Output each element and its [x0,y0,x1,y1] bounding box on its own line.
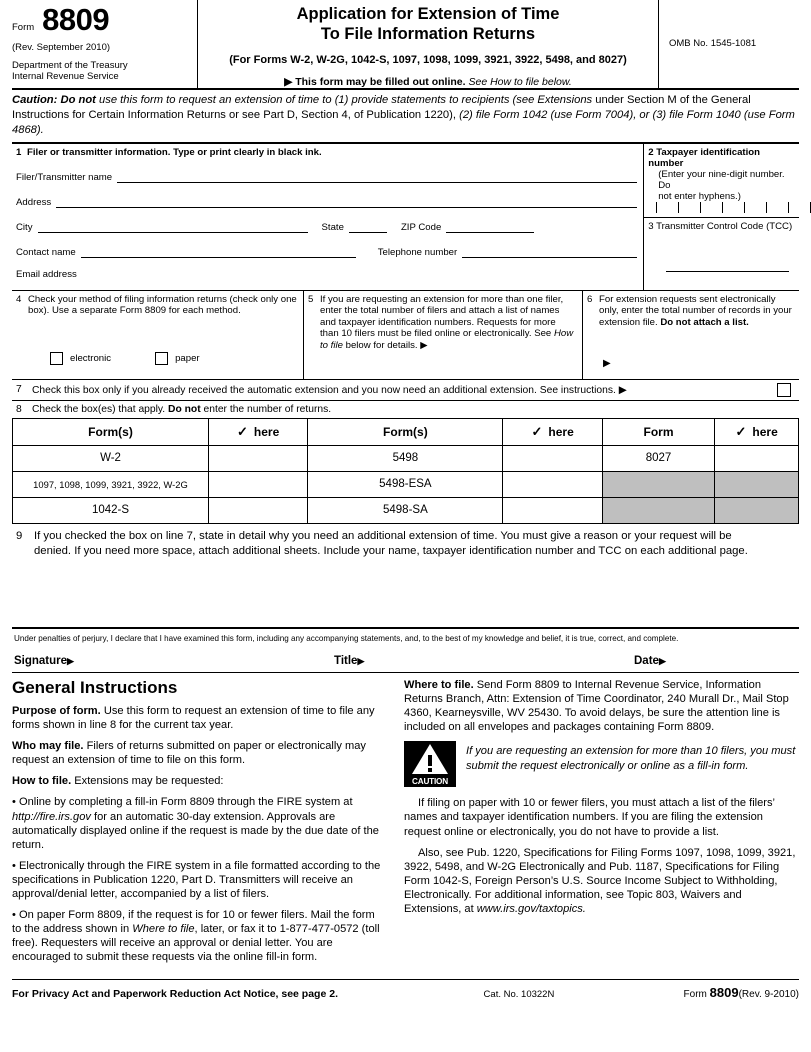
table-row [13,471,799,497]
title-field[interactable] [334,655,634,667]
line-6-number: 6 [587,293,593,305]
label-city: City [16,221,33,233]
box-5-number-of-filers [304,291,583,379]
general-instructions [12,673,799,971]
line-8-text-2: enter the number of returns. [200,403,332,415]
where-to-file-text: Send Form 8809 to Internal Revenue Service, Information Returns Branch, Attn: Extension of Time Coordinator, 240 Murall Dr., Mail Stop 4360, Kearneysville, WV 25430. To avoid delays, be sure the attention line is included on all envelopes and packages containing Form 8809. [404,679,789,734]
form-header [12,0,799,90]
checkbox-cell-w2[interactable] [209,445,308,471]
page-footer [12,980,799,1000]
signature-label: Signature [14,655,68,668]
line-4-text-block [16,294,298,317]
line-8-row [12,401,799,418]
column-header-forms-2: Form(s) [308,418,503,445]
input-address[interactable] [56,194,637,208]
field-city-state-zip [16,219,637,233]
input-city[interactable] [38,219,308,233]
label-state: State [321,221,344,233]
input-tcc[interactable] [666,271,789,272]
signature-field[interactable] [14,655,334,667]
column-header-forms-1: Form(s) [13,418,209,445]
publications-paragraph [404,846,799,916]
publications-text: Also, see Pub. 1220, Specifications for Filing Forms 1097, 1098, 1099, 3921, 3922, 5498, and W-2G Electronically and Pub. 1187, Specifications for Filing Form 1042-S, Foreign Person’s U.S. Source Income Subject to Withholding, Electronically. For additional information, see Topic 803, Waivers and Extensions, at [404,846,796,915]
form-cell-5498-esa: 5498-ESA [308,471,503,497]
right-arrow-icon: ▶ [357,656,365,667]
department-line-1: Department of the Treasury [12,60,128,71]
title-label: Title [334,655,358,668]
bullet-online [12,795,386,851]
checkbox-cell-1042-s[interactable] [209,497,308,523]
who-may-file-paragraph [12,739,386,767]
form-cell-1042-s: 1042-S [13,497,209,523]
instructions-right-column [404,678,799,971]
input-filer-name[interactable] [117,169,637,183]
right-arrow-icon: ▶ [67,656,74,667]
how-to-file-text: Extensions may be requested: [71,775,224,788]
instructions-heading: General Instructions [12,678,178,698]
input-state[interactable] [349,219,387,233]
caution-figure-text: If you are requesting an extension for more than 10 filers, you must submit the request electronically or online as a fill-in form. [466,745,796,772]
caution-italic-2: (2) file Form 1042 (use Form 7004), or (3) file Form 1040 (use Form 4868). [12,108,795,136]
department-line-2: Internal Revenue Service [12,71,119,83]
column-header-check-1 [209,418,308,445]
form-number: 8809 [42,2,110,37]
line-5-number: 5 [308,293,314,305]
line-9-text: If you checked the box on line 7, state in detail why you need an additional extension of time. You must give a reason or your request will be denied. If you need more space, attach additional sheets. Include your name, taxpayer identification number and TCC on each additional page. [34,529,748,557]
bullet-online-text-1: • Online by completing a fill-in Form 8809 through the FIRE system at [12,796,353,809]
shaded-cell [602,471,715,497]
header-left-identity [12,0,198,88]
box-3-transmitter-control-code [644,218,799,290]
purpose-of-form-label: Purpose of form. [12,705,101,718]
caution-text-2: under Section M of the General Instructions for Certain Information Returns or see Part D, Section 4, of Publication 1220), [12,94,751,121]
date-field[interactable] [634,655,797,667]
caution-italic-extensions: Extensions [537,94,593,106]
right-arrow-icon: ▶ [284,75,293,88]
checkbox-electronic[interactable] [50,352,63,365]
shaded-cell [715,471,799,497]
form-cell-5498: 5498 [308,445,503,471]
checkbox-cell-5498[interactable] [503,445,602,471]
checkbox-additional-extension[interactable] [777,383,791,397]
input-zip[interactable] [446,219,534,233]
caution-notice [12,90,799,144]
shaded-cell [602,497,715,523]
checkbox-cell-5498-sa[interactable] [503,497,602,523]
caution-icon-label: CAUTION [412,777,448,787]
check-mark-icon: ✓ [531,423,543,439]
taxtopics-url: www.irs.gov/taxtopics. [476,902,586,915]
paper-filing-paragraph: If filing on paper with 10 or fewer filers, you must attach a list of the filers’ names and taxpayer identification numbers. If you are filing the extension request online or electronically, you do not have to provide a list. [404,797,775,838]
form-subtitle: (For Forms W-2, W-2G, 1042-S, 1097, 1098, 1099, 3921, 3922, 5498, and 8027) [229,53,627,66]
shaded-cell [715,497,799,523]
line-8-text [32,404,331,415]
label-filer-name: Filer/Transmitter name [16,171,113,183]
form-revision-date: (Rev. September 2010) [12,42,111,53]
line-3-heading-text: Transmitter Control Code (TCC) [656,220,793,232]
table-header-row [13,418,799,445]
perjury-statement: Under penalties of perjury, I declare that I have examined this form, including any accompanying statements, and, to the best of my knowledge and belief, it is true, correct, and complete. [14,634,679,644]
label-contact-name: Contact name [16,246,76,258]
purpose-of-form-paragraph [12,704,386,732]
line-6-text-block [587,294,794,329]
instructions-left-column [12,678,404,971]
line-2-heading-text: Taxpayer identification number [648,146,761,169]
form-title-line-1: Application for Extension of Time [296,5,560,23]
line-2-sub-1: (Enter your nine-digit number. Do [658,168,785,191]
column-header-form-3: Form [602,418,715,445]
caution-triangle-icon [404,741,456,787]
form-cell-5498-sa: 5498-SA [308,497,503,523]
checkbox-cell-8027[interactable] [715,445,799,471]
line-5-italic: How to file [320,328,574,351]
fire-system-url: http://fire.irs.gov [12,810,91,823]
column-header-check-label-3: here [752,424,778,439]
line-8-text-1: Check the box(es) that apply. [32,403,169,415]
label-email: Email address [16,268,77,280]
footer-form-word: Form [683,989,707,1001]
line-2-heading [648,147,793,169]
line-7-number: 7 [16,384,22,396]
footer-form-number: 8809 [709,985,739,1001]
column-header-check-label-2: here [548,424,574,439]
line-8-bold: Do not [168,403,201,415]
input-contact-name[interactable] [81,244,356,258]
line-3-number: 3 [648,220,654,232]
bullet-paper-text-2: , later, or fax it to 1-877-477-0572 (toll free). Requesters will receive an approval or denial letter. You are encouraged to submit these requests via the online fill-in form. [12,923,380,964]
how-to-file-paragraph [12,774,386,788]
line-6-bold-text: Do not attach a list. [660,316,749,328]
department-block [12,60,191,82]
input-telephone[interactable] [462,244,637,258]
filing-method-options [50,352,200,365]
date-label: Date [634,655,659,668]
box-1-filer-information [12,144,644,290]
purpose-of-form-text: Use this form to request an extension of time to file any forms shown in line 8 for the current tax year. [12,705,375,732]
form-cell-1097-group: 1097, 1098, 1099, 3921, 3922, W-2G [13,471,209,497]
line-6-text: For extension requests sent electronically only, enter the total number of records in your extension file. [599,293,792,328]
line-3-heading [648,221,793,232]
privacy-act-notice: For Privacy Act and Paperwork Reduction Act Notice, see page 2. [12,988,338,1001]
where-to-file-paragraph [404,678,799,734]
line-1-heading-text: Filer or transmitter information. Type or print clearly in black ink. [27,146,322,158]
column-header-check-label-1: here [253,424,280,439]
column-header-check-3 [715,418,799,445]
checkbox-cell-1097-group[interactable] [209,471,308,497]
right-arrow-icon: ▶ [603,357,611,369]
form-word-label: Form [12,22,35,33]
line-1-number: 1 [16,146,22,158]
line-6-text-wrap [599,294,794,329]
field-address [16,194,637,208]
check-mark-icon: ✓ [237,423,248,439]
where-to-file-label: Where to file. [404,679,474,692]
tin-tcc-column [644,144,799,290]
catalog-number: Cat. No. 10322N [483,989,555,1001]
method-filers-records-section [12,291,799,380]
exclamation-dot [428,768,432,772]
omb-number: OMB No. 1545-1081 [669,38,757,49]
line-4-text: Check your method of filing information returns (check only one box). Use a separate Form 8809 for each method. [28,293,297,317]
caution-figure [404,741,799,787]
tin-digit-cell[interactable] [766,202,788,213]
label-telephone: Telephone number [377,246,458,258]
box-2-taxpayer-identification-number [644,144,799,218]
online-filing-note [198,76,658,88]
line-8-number: 8 [16,403,22,415]
who-may-file-label: Who may file. [12,740,84,753]
line-9-number: 9 [16,529,23,542]
who-may-file-text: Filers of returns submitted on paper or electronically may request an extension of time to file on this form. [12,740,366,767]
checkbox-paper[interactable] [155,352,168,365]
header-title-block [198,0,659,88]
line-5-text [320,294,577,352]
line-5-text-1: If you are requesting an extension for more than one filer, enter the total number of filers and attach a list of names and taxpayer identification numbers. Requests for more than 10 filers must be filed online or electronically. See [320,293,564,340]
table-row [13,497,799,523]
line-5-text-block [308,294,577,352]
label-address: Address [16,196,52,208]
tin-digit-cell[interactable] [788,202,810,213]
input-tin-digit-boxes[interactable] [656,202,811,213]
column-header-check-2 [503,418,602,445]
bullet-electronically: • Electronically through the FIRE system in a file formatted according to the specifications in Publication 1220, Part D. Transmitters will receive an approval/denial letter, accompanied by a list of filers. [12,859,381,900]
checkbox-cell-5498-esa[interactable] [503,471,602,497]
tin-digit-cell[interactable] [744,202,766,213]
line-4-number: 4 [16,293,22,305]
how-to-file-label: How to file. [12,775,72,788]
box-6-number-of-records [583,291,799,379]
bullet-online-text-2: for an automatic 30-day extension. Approvals are automatically displayed online if the request is made by the due date of the return. [12,810,379,851]
filer-info-section [12,144,799,291]
footer-form-identifier [684,985,799,1000]
box-4-filing-method [12,291,304,379]
online-note-italic: See How to file below. [468,75,572,88]
online-note-bold: This form may be filled out online. [295,75,466,88]
exclamation-bar [428,755,432,766]
label-zip: ZIP Code [400,221,442,233]
where-to-file-reference: Where to file [132,923,195,936]
footer-revision: (Rev. 9-2010) [738,989,799,1001]
line-9-row [12,524,799,560]
field-filer-name [16,169,637,183]
bullet-paper-text-1: • On paper Form 8809, if the request is for 10 or fewer filers. Mail the form to the address shown in [12,909,375,936]
line-2-sub-2: not enter hyphens.) [658,191,741,203]
forms-checkbox-table [12,418,799,524]
line-2-number: 2 [648,146,654,158]
caution-do-not: Do not [60,94,96,106]
line-1-heading [16,147,637,158]
form-cell-w2: W-2 [13,445,209,471]
form-cell-8027: 8027 [602,445,715,471]
tin-digit-cell[interactable] [678,202,700,213]
tin-digit-cell[interactable] [656,202,678,213]
check-mark-icon: ✓ [735,423,747,439]
caution-text-1: use this form to request an extension of time to (1) provide statements to recipients (see [95,94,538,106]
label-electronic: electronic [70,352,112,364]
tin-digit-cell[interactable] [700,202,722,213]
field-contact-telephone [16,244,637,258]
tin-digit-cell[interactable] [722,202,744,213]
line-5-text-2: below for details. ▶ [342,339,428,351]
line-7-row [12,380,799,401]
field-email [16,269,637,280]
signature-row [12,645,799,672]
label-paper: paper [175,352,200,364]
line-7-text: Check this box only if you already received the automatic extension and you now need an additional extension. See instructions. ▶ [32,384,627,396]
caution-label: Caution: [12,94,58,106]
right-arrow-icon: ▶ [658,656,666,667]
bullet-paper [12,908,386,964]
table-row [13,445,799,471]
form-title-line-2: To File Information Returns [320,24,536,43]
